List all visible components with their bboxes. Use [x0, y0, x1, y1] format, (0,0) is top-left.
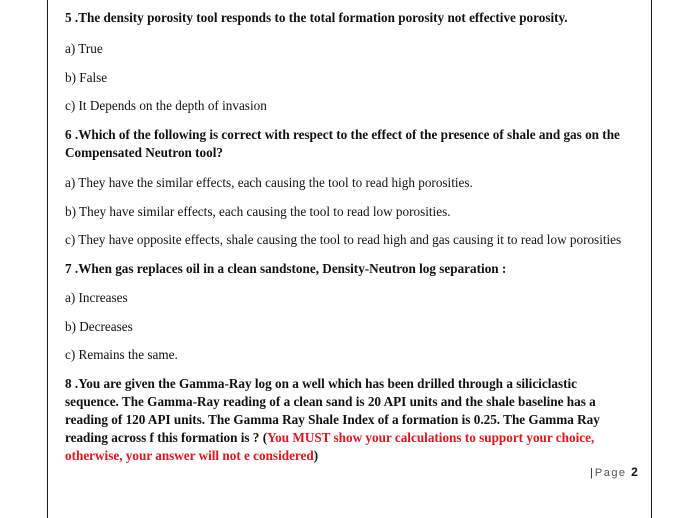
page-number-value: 2 — [631, 465, 638, 479]
question-8-line4-text: reading across f this formation is ? ( — [65, 430, 268, 445]
question-7-option-c: c) Remains the same. — [65, 347, 178, 362]
question-6-prompt-line2: Compensated Neutron tool? — [65, 145, 224, 160]
question-8-line5 — [65, 448, 318, 464]
page-number-label: Page — [594, 467, 627, 479]
question-5-option-b: b) False — [65, 70, 108, 85]
question-5-option-a: a) True — [65, 41, 103, 56]
question-7-prompt: 7 .When gas replaces oil in a clean sandstone, Density-Neutron log separation : — [65, 261, 507, 276]
question-5-option-c: c) It Depends on the depth of invasion — [65, 98, 267, 113]
question-5-prompt: 5 .The density porosity tool responds to the total formation porosity not effective porosity. — [65, 10, 568, 25]
page-number-divider: | — [590, 467, 593, 479]
question-8-closing-paren: ) — [313, 448, 319, 463]
question-8-warning-part1: You MUST show your calculations to support your choice, — [267, 430, 595, 445]
question-8-warning-part2: otherwise, your answer will not e considered — [65, 448, 314, 463]
question-6-option-b: b) They have similar effects, each causing the tool to read low porosities. — [65, 204, 451, 219]
question-6-prompt-line1: 6 .Which of the following is correct with respect to the effect of the presence of shale and gas on the — [65, 127, 620, 142]
question-8-line4 — [65, 430, 594, 446]
question-6-option-a: a) They have the similar effects, each causing the tool to read high porosities. — [65, 175, 473, 190]
question-8-line2: sequence. The Gamma-Ray reading of a clean sand is 20 API units and the shale baseline has a — [65, 394, 596, 409]
question-8-line3: reading of 120 API units. The Gamma Ray Shale Index of a formation is 0.25. The Gamma Ray — [65, 412, 600, 427]
question-7-option-b: b) Decreases — [65, 319, 133, 334]
question-8-line1: 8 .You are given the Gamma-Ray log on a well which has been drilled through a siliciclastic — [65, 376, 577, 391]
question-6-option-c: c) They have opposite effects, shale causing the tool to read high and gas causing it to read low porosities — [65, 232, 622, 247]
question-7-option-a: a) Increases — [65, 290, 128, 305]
page-number — [590, 465, 638, 479]
